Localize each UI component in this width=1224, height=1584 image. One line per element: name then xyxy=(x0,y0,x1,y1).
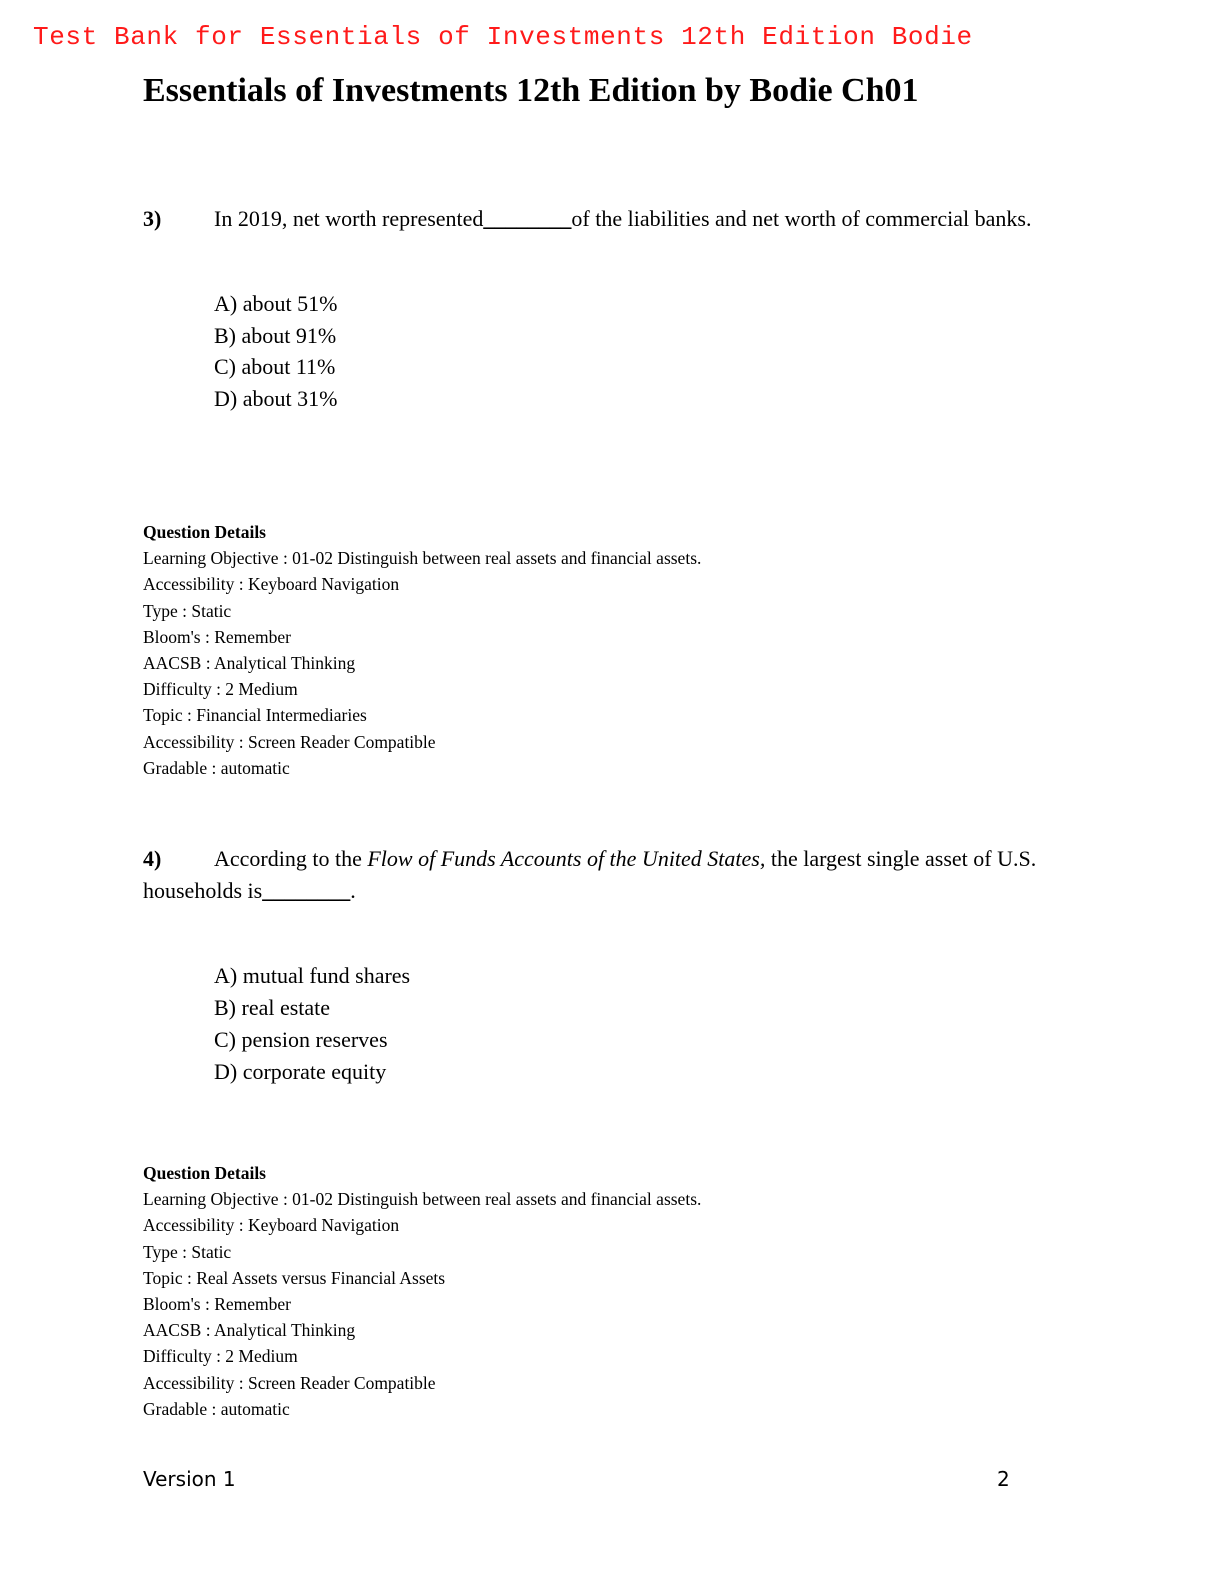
answer-options xyxy=(214,960,1063,1088)
detail-line: AACSB : Analytical Thinking xyxy=(143,653,356,674)
option-c: C) about 11% xyxy=(214,354,336,379)
detail-line: Type : Static xyxy=(143,1241,232,1262)
question-text-before: According to the xyxy=(214,846,368,871)
question-number: 4) xyxy=(143,846,162,871)
detail-line: Learning Objective : 01-02 Distinguish between real assets and financial assets. xyxy=(143,1189,702,1210)
detail-line: Accessibility : Keyboard Navigation xyxy=(143,1215,400,1236)
detail-line: Accessibility : Keyboard Navigation xyxy=(143,574,400,595)
answer-blank: ________ xyxy=(262,878,351,903)
option-c: C) pension reserves xyxy=(214,1027,388,1052)
detail-line: Gradable : automatic xyxy=(143,1398,290,1419)
detail-line: Accessibility : Screen Reader Compatible xyxy=(143,1372,436,1393)
question-text-after: . xyxy=(350,878,356,903)
answer-blank: ________ xyxy=(483,206,572,231)
option-b: B) about 91% xyxy=(214,322,337,348)
answer-options xyxy=(214,288,1063,414)
question-text-after: of the liabilities and net worth of commercial banks. xyxy=(571,206,1032,231)
detail-line: AACSB : Analytical Thinking xyxy=(143,1320,356,1341)
question-3 xyxy=(143,203,1063,414)
option-a: A) about 51% xyxy=(214,291,338,316)
option-a: A) mutual fund shares xyxy=(214,963,411,988)
page-title: Essentials of Investments 12th Edition by Bodie Ch01 xyxy=(143,72,919,109)
detail-line: Topic : Financial Intermediaries xyxy=(143,705,367,726)
detail-line: Difficulty : 2 Medium xyxy=(143,1346,298,1367)
footer-version: Version 1 xyxy=(143,1467,236,1491)
option-d: D) corporate equity xyxy=(214,1059,387,1084)
question-4-text xyxy=(143,843,1063,907)
question-text-before: In 2019, net worth represented xyxy=(214,206,484,231)
question-4 xyxy=(143,843,1063,1088)
detail-line: Difficulty : 2 Medium xyxy=(143,679,298,700)
details-heading: Question Details xyxy=(143,522,266,542)
question-3-details xyxy=(143,519,701,781)
question-number: 3) xyxy=(143,206,162,231)
question-text-italic: Flow of Funds Accounts of the United States, xyxy=(367,846,766,871)
detail-line: Topic : Real Assets versus Financial Assets xyxy=(143,1267,446,1288)
detail-line: Learning Objective : 01-02 Distinguish between real assets and financial assets. xyxy=(143,548,702,569)
details-heading: Question Details xyxy=(143,1163,266,1183)
watermark-text: Test Bank for Essentials of Investments 12th Edition Bodie xyxy=(33,22,973,52)
detail-line: Accessibility : Screen Reader Compatible xyxy=(143,731,436,752)
footer-page-number: 2 xyxy=(997,1467,1010,1491)
option-b: B) real estate xyxy=(214,995,331,1020)
detail-line: Type : Static xyxy=(143,600,232,621)
question-3-text xyxy=(143,203,1063,235)
question-4-details xyxy=(143,1160,701,1422)
detail-line: Gradable : automatic xyxy=(143,757,290,778)
detail-line: Bloom's : Remember xyxy=(143,1294,291,1315)
question-text-middle: the largest single asset of U.S. households is xyxy=(143,846,1037,903)
detail-line: Bloom's : Remember xyxy=(143,626,291,647)
option-d: D) about 31% xyxy=(214,385,338,411)
